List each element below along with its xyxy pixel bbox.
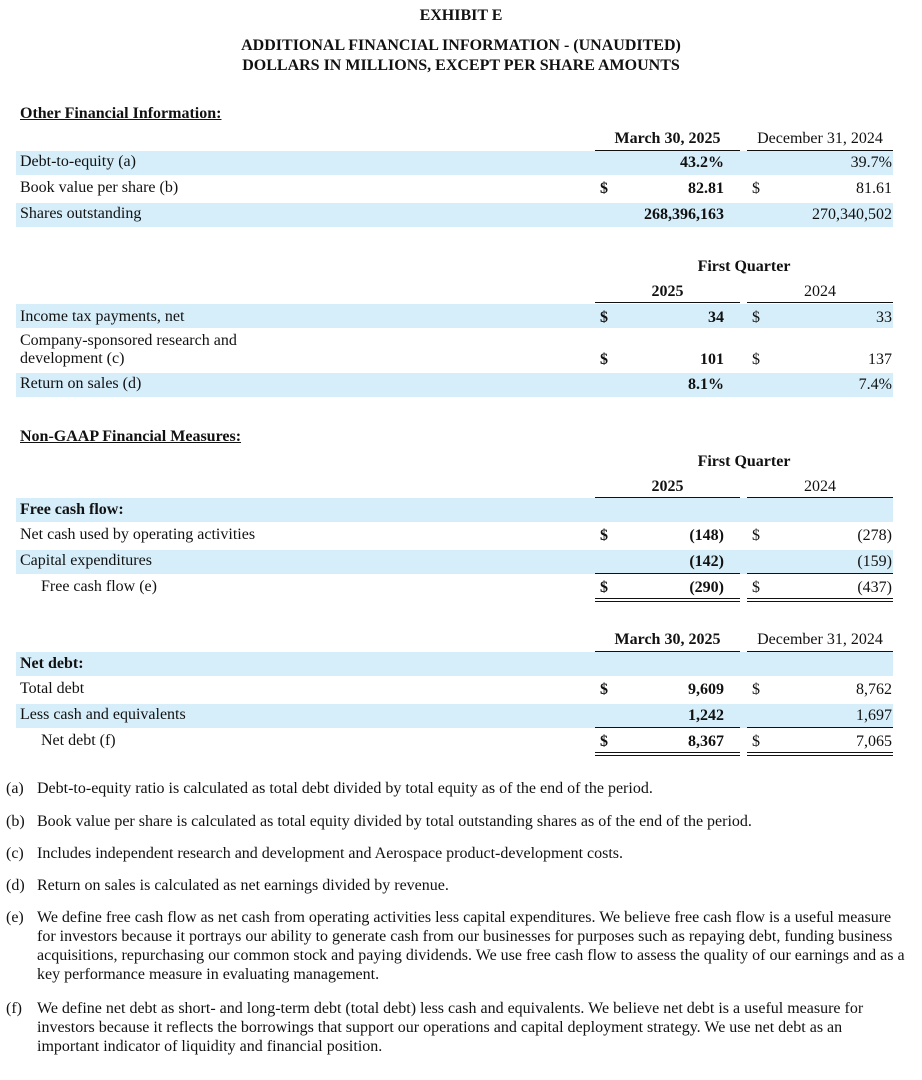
currency-symbol: $ xyxy=(752,180,760,197)
footnote-text-c: Includes independent research and development and Aerospace product-development costs. xyxy=(37,845,624,862)
subtotal-underline xyxy=(747,573,893,574)
footnote-tag-b: (b) xyxy=(6,813,25,830)
currency-symbol: $ xyxy=(600,180,608,197)
subsection-title-net-debt: Net debt: xyxy=(20,655,84,672)
group-header-first-quarter: First Quarter xyxy=(697,258,791,275)
currency-symbol: $ xyxy=(600,527,608,544)
row-label-return-on-sales: Return on sales (d) xyxy=(20,375,142,392)
value-income-tax-2025: 34 xyxy=(708,309,724,326)
col-header-dec-2024: December 31, 2024 xyxy=(757,631,883,648)
row-label-free-cash-flow: Free cash flow (e) xyxy=(41,578,157,595)
value-return-on-sales-2024: 7.4% xyxy=(858,376,892,393)
total-double-underline xyxy=(595,752,740,756)
value-return-on-sales-2025: 8.1% xyxy=(688,376,724,393)
value-net-debt-2024: 7,065 xyxy=(856,733,892,750)
value-debt-to-equity-2024: 39.7% xyxy=(850,154,892,171)
row-band xyxy=(16,373,893,397)
value-capex-2024: (159) xyxy=(857,553,892,570)
row-label-capex: Capital expenditures xyxy=(20,552,152,569)
currency-symbol: $ xyxy=(752,527,760,544)
col-header-dec-2024: December 31, 2024 xyxy=(757,130,883,147)
total-double-underline xyxy=(747,752,893,756)
report-subtitle: DOLLARS IN MILLIONS, EXCEPT PER SHARE AMOUNTS xyxy=(242,57,680,74)
row-label-debt-to-equity: Debt-to-equity (a) xyxy=(20,153,136,170)
col-header-2025: 2025 xyxy=(651,478,684,495)
value-shares-2024: 270,340,502 xyxy=(812,206,892,223)
footnote-text-a: Debt-to-equity ratio is calculated as total debt divided by total equity as of the end of the period. xyxy=(37,780,653,797)
row-label-research-line2: development (c) xyxy=(20,350,125,367)
row-label-shares-outstanding: Shares outstanding xyxy=(20,205,142,222)
currency-symbol: $ xyxy=(600,681,608,698)
total-double-underline xyxy=(747,598,893,602)
report-title: ADDITIONAL FINANCIAL INFORMATION - (UNAUDITED) xyxy=(241,37,681,54)
col-header-2025: 2025 xyxy=(651,283,684,300)
row-label-income-tax: Income tax payments, net xyxy=(20,308,185,325)
value-free-cash-flow-2024: (437) xyxy=(857,579,892,596)
row-band xyxy=(16,203,893,227)
currency-symbol: $ xyxy=(600,309,608,326)
value-research-2024: 137 xyxy=(868,351,892,368)
subtotal-underline xyxy=(747,727,893,728)
row-band xyxy=(16,652,893,676)
value-net-debt-2025: 8,367 xyxy=(688,733,724,750)
value-debt-to-equity-2025: 43.2% xyxy=(680,154,724,171)
col-header-2024: 2024 xyxy=(804,283,836,300)
row-band xyxy=(16,151,893,175)
value-book-value-2025: 82.81 xyxy=(688,180,724,197)
value-free-cash-flow-2025: (290) xyxy=(689,579,724,596)
value-book-value-2024: 81.61 xyxy=(856,180,892,197)
row-label-operating-cash: Net cash used by operating activities xyxy=(20,526,256,543)
value-capex-2025: (142) xyxy=(689,553,724,570)
col-underline xyxy=(595,302,740,303)
footnote-tag-f: (f) xyxy=(6,1000,22,1017)
currency-symbol: $ xyxy=(600,579,608,596)
footnote-tag-d: (d) xyxy=(6,877,25,894)
footnote-tag-a: (a) xyxy=(6,780,24,797)
currency-symbol: $ xyxy=(600,733,608,750)
subtotal-underline xyxy=(595,573,740,574)
row-band xyxy=(16,498,893,522)
footnote-tag-e: (e) xyxy=(6,909,24,926)
subtotal-underline xyxy=(595,727,740,728)
row-label-book-value: Book value per share (b) xyxy=(20,179,179,196)
footnote-text-f: We define net debt as short- and long-term debt (total debt) less cash and equivalents. We believe net debt is a useful measure for investors because it reflects the borrowings that support our operations and capital deployment strategy. We use net debt as an important indicator of liquidity and financial position. xyxy=(37,1000,864,1055)
value-income-tax-2024: 33 xyxy=(876,309,892,326)
value-research-2025: 101 xyxy=(700,351,724,368)
value-total-debt-2024: 8,762 xyxy=(856,681,892,698)
footnote-text-e: We define free cash flow as net cash from operating activities less capital expenditures. We believe free cash flow is a useful measure for investors because it portrays our ability to generate cash from our businesses for purposes such as repaying debt, funding business acquisitions, repurchasing our common stock and paying dividends. We use free cash flow to assess the quality of our earnings and as a key performance measure in evaluating management. xyxy=(37,909,905,983)
footnote-text-b: Book value per share is calculated as total equity divided by total outstanding shares as of the end of the period. xyxy=(37,813,752,830)
col-header-march-2025: March 30, 2025 xyxy=(614,631,721,648)
col-header-march-2025: March 30, 2025 xyxy=(614,130,721,147)
currency-symbol: $ xyxy=(752,681,760,698)
row-label-research-line1: Company-sponsored research and xyxy=(20,332,237,349)
col-header-2024: 2024 xyxy=(804,478,836,495)
section-title-non-gaap: Non-GAAP Financial Measures: xyxy=(20,428,242,445)
currency-symbol: $ xyxy=(752,579,760,596)
footnote-text-d: Return on sales is calculated as net earnings divided by revenue. xyxy=(37,877,449,894)
row-label-total-debt: Total debt xyxy=(20,680,85,697)
value-total-debt-2025: 9,609 xyxy=(688,681,724,698)
currency-symbol: $ xyxy=(752,733,760,750)
value-operating-cash-2025: (148) xyxy=(689,527,724,544)
value-less-cash-2025: 1,242 xyxy=(688,707,724,724)
row-label-net-debt: Net debt (f) xyxy=(41,732,116,749)
group-header-first-quarter: First Quarter xyxy=(697,453,791,470)
currency-symbol: $ xyxy=(752,309,760,326)
subsection-title-free-cash-flow: Free cash flow: xyxy=(20,501,124,518)
section-title-other-financial: Other Financial Information: xyxy=(20,105,222,122)
exhibit-title: EXHIBIT E xyxy=(419,7,503,24)
footnote-tag-c: (c) xyxy=(6,845,24,862)
value-less-cash-2024: 1,697 xyxy=(856,707,892,724)
value-operating-cash-2024: (278) xyxy=(857,527,892,544)
currency-symbol: $ xyxy=(752,351,760,368)
row-label-less-cash: Less cash and equivalents xyxy=(20,706,186,723)
total-double-underline xyxy=(595,598,740,602)
value-shares-2025: 268,396,163 xyxy=(644,206,724,223)
col-underline xyxy=(747,302,893,303)
currency-symbol: $ xyxy=(600,351,608,368)
